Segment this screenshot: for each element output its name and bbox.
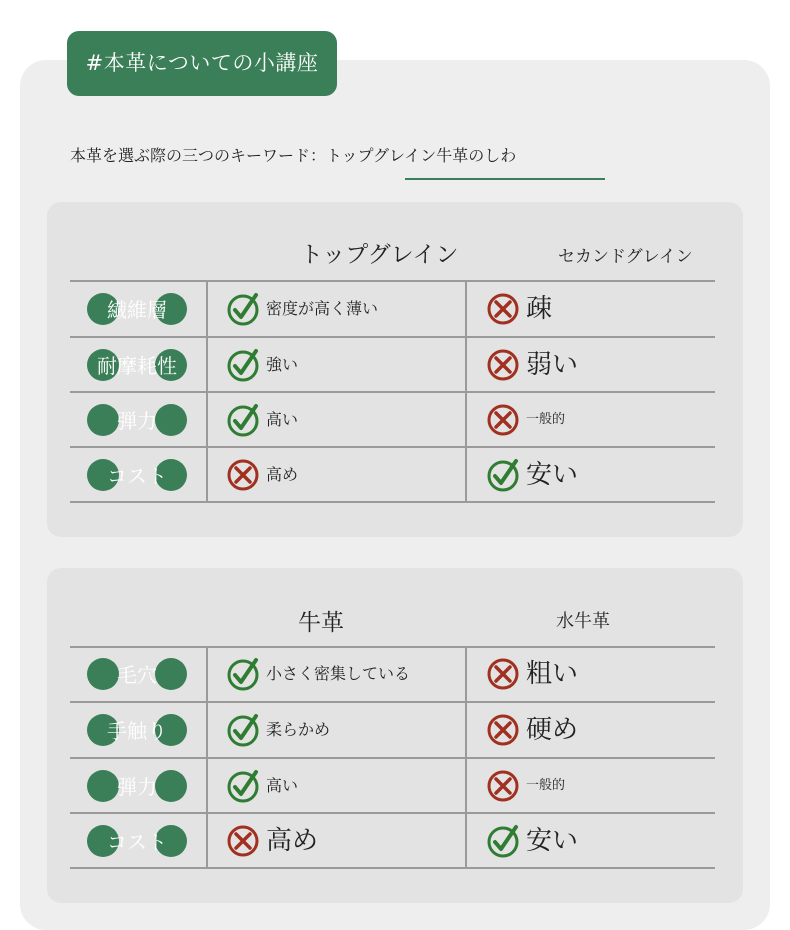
check-circle-icon: [226, 664, 260, 683]
row-label: 繊維層: [107, 297, 167, 322]
table-col-divider: [206, 280, 208, 502]
cell-col1: [226, 769, 298, 803]
column-header-top-grain: トップグレイン: [300, 242, 459, 268]
check-circle-icon: [226, 720, 260, 739]
table-col-divider: [465, 646, 467, 868]
cell-col2-text: 硬め: [526, 715, 579, 745]
table-row-rule: [70, 501, 715, 503]
row-label-pill: [87, 404, 187, 436]
check-circle-icon: [226, 298, 260, 317]
check-circle-icon: [226, 354, 260, 373]
cell-col2: [486, 403, 565, 437]
row-label-pill: [87, 770, 187, 802]
table-row-rule: [70, 757, 715, 759]
cell-col2: [486, 292, 552, 326]
check-circle-icon: [486, 825, 520, 855]
cross-circle-icon: [486, 293, 520, 323]
table-col-divider: [465, 280, 467, 502]
intro-text: 本革を選ぶ際の三つのキーワード：トップグレイン牛革のしわ: [70, 146, 517, 165]
table-row-rule: [70, 446, 715, 448]
table-row-rule: [70, 867, 715, 869]
intro-underline: [405, 178, 605, 180]
row-label: コスト: [107, 829, 167, 854]
table-row-rule: [70, 391, 715, 393]
table-row-rule: [70, 336, 715, 338]
row-label: 手触り: [107, 719, 167, 743]
cross-circle-icon: [486, 349, 520, 379]
cell-col2-text: 安い: [526, 459, 579, 490]
table-row-rule: [70, 812, 715, 814]
row-label-pill: [87, 658, 187, 690]
section-tag: #本革についての小講座: [67, 31, 337, 96]
cell-col2-text: 粗い: [526, 659, 579, 689]
row-label-pill: [87, 349, 187, 381]
cross-circle-icon: [486, 412, 520, 427]
check-circle-icon: [226, 775, 260, 794]
row-label-pill: [87, 293, 187, 325]
cell-col1-text: 強い: [266, 354, 299, 374]
cell-col2-text: 弱い: [526, 349, 579, 380]
cell-col1: [226, 713, 330, 747]
cross-circle-icon: [486, 715, 520, 745]
cross-circle-icon: [226, 464, 260, 483]
cell-col1-text: 密度が高く薄い: [266, 298, 379, 318]
column-header-cowhide: 牛革: [298, 610, 344, 636]
cell-col1: [226, 458, 298, 492]
table-col-divider: [206, 646, 208, 868]
table-row-rule: [70, 701, 715, 703]
cell-col2: [486, 769, 565, 803]
cell-col1-text: 高い: [266, 409, 299, 429]
column-header-second-grain: セカンドグレイン: [558, 247, 693, 267]
cell-col1: [226, 348, 298, 382]
cross-circle-icon: [226, 825, 260, 855]
row-label: コスト: [107, 463, 167, 488]
row-label: 毛穴: [117, 663, 157, 687]
cross-circle-icon: [486, 659, 520, 689]
check-circle-icon: [486, 459, 520, 489]
row-label-pill: [87, 714, 187, 746]
cell-col2-text: 疎: [526, 293, 553, 324]
cross-circle-icon: [486, 778, 520, 793]
cell-col1: [226, 403, 298, 437]
row-label-pill: [87, 459, 187, 491]
cell-col1: [226, 657, 410, 691]
cell-col1-text: 高め: [266, 464, 299, 484]
cell-col1-text: 小さく密集している: [266, 664, 411, 683]
cell-col2-text: 安い: [526, 825, 579, 856]
cell-col1: [226, 292, 378, 326]
cell-col2: [486, 657, 578, 691]
check-circle-icon: [226, 409, 260, 428]
cell-col2-text: 一般的: [526, 411, 566, 427]
cell-col2: [486, 824, 578, 858]
row-label-pill: [87, 825, 187, 857]
cell-col2-text: 一般的: [526, 777, 566, 793]
table-2-top-rule: [70, 646, 715, 648]
row-label: 弾力: [117, 408, 157, 433]
cell-col2: [486, 713, 578, 747]
table-1-top-rule: [70, 280, 715, 282]
cell-col1-text: 高い: [266, 775, 299, 795]
cell-col1-text: 柔らかめ: [266, 720, 331, 739]
row-label: 耐摩耗性: [97, 353, 177, 378]
column-header-buffalo: 水牛革: [556, 611, 610, 632]
cell-col2: [486, 458, 578, 492]
row-label: 弾力: [117, 774, 157, 799]
cell-col1: [226, 824, 318, 858]
cell-col2: [486, 348, 578, 382]
cell-col1-text: 高め: [266, 825, 319, 856]
